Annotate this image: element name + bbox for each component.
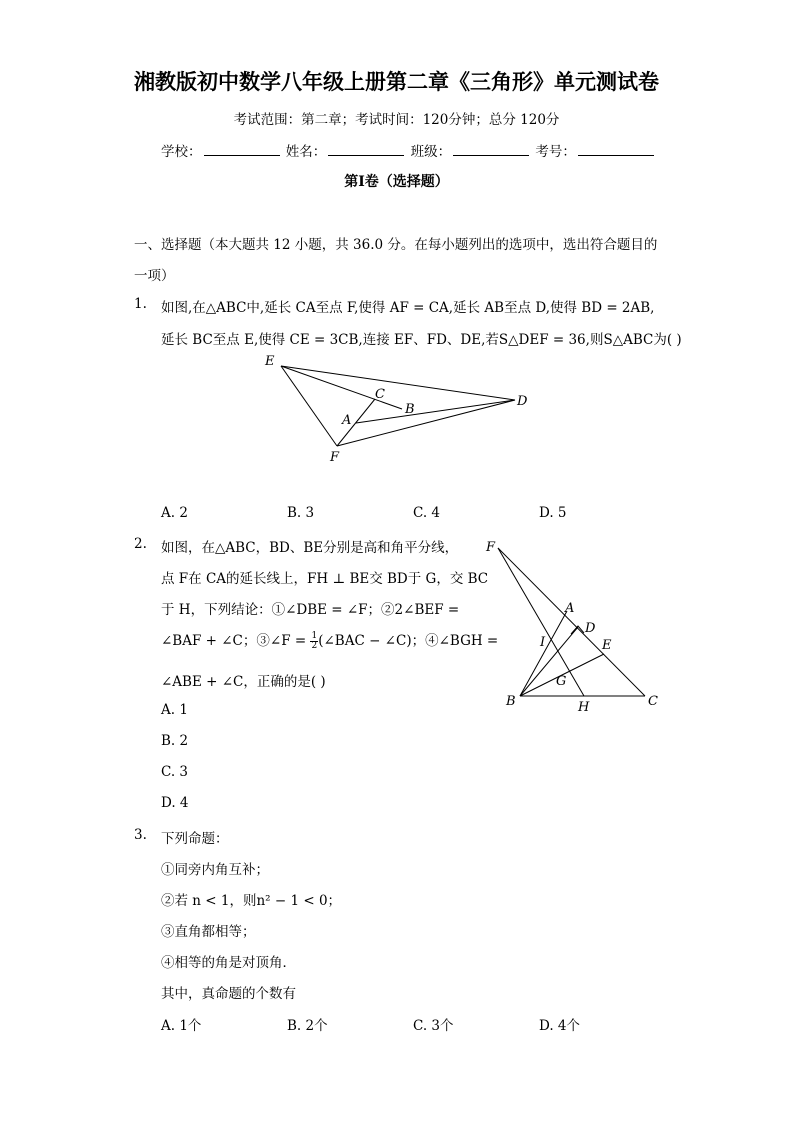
q1-option-b[interactable]: B. 3 [287, 505, 315, 521]
page-title: 湘教版初中数学八年级上册第二章《三角形》单元测试卷 [134, 69, 659, 94]
q1-line1: 如图,在△ABC中,延长 CA至点 F,使得 AF = CA,延长 AB至点 D,使得 BD = 2AB, [161, 300, 655, 316]
q2-label-B: B [506, 694, 516, 709]
q2-frac-den: 2 [311, 641, 318, 651]
q2-line5: ∠ABE + ∠C，正确的是( ) [161, 674, 326, 690]
q1-label-F: F [330, 450, 340, 465]
part-one-line2: 一项） [134, 268, 175, 284]
q2-option-c[interactable]: C. 3 [161, 764, 189, 780]
q3-stem: 下列命题： [161, 831, 229, 847]
q2-line1: 如图，在△ABC，BD、BE分别是高和角平分线， [161, 540, 459, 556]
number-blank[interactable] [578, 143, 654, 156]
q2-line-BD [520, 627, 578, 696]
q2-line4 [161, 629, 498, 651]
number-label: 考号： [535, 144, 576, 160]
q2-label-H: H [578, 700, 590, 715]
part-one-line1: 一、选择题（本大题共 12 小题，共 36.0 分。在每小题列出的选项中，选出符合题目的 [134, 237, 658, 253]
q1-line-FD [337, 400, 515, 446]
q2-figure [480, 535, 670, 715]
q2-line4a: ∠BAF + ∠C；③∠F = [161, 633, 307, 649]
q3-item-1: ①同旁内角互补； [161, 862, 269, 878]
q1-label-D: D [517, 394, 528, 409]
q2-line3: 于 H，下列结论：①∠DBE = ∠F；②2∠BEF = [161, 602, 460, 618]
q2-label-E: E [602, 638, 612, 653]
q3-option-c[interactable]: C. 3个 [413, 1018, 454, 1034]
school-blank[interactable] [204, 143, 280, 156]
class-blank[interactable] [453, 143, 529, 156]
q2-option-b[interactable]: B. 2 [161, 733, 189, 749]
school-label: 学校： [161, 144, 202, 160]
class-label: 班级： [410, 144, 452, 160]
section-title: 第I卷（选择题） [344, 174, 449, 190]
q3-option-a[interactable]: A. 1个 [161, 1018, 202, 1034]
q1-label-A: A [342, 413, 352, 428]
q3-number: 3. [134, 827, 147, 843]
q1-label-C: C [375, 387, 385, 402]
q3-option-b[interactable]: B. 2个 [287, 1018, 328, 1034]
q1-option-c[interactable]: C. 4 [413, 505, 441, 521]
q2-label-D: D [585, 621, 596, 636]
q2-number: 2. [134, 536, 147, 552]
q2-label-I: I [540, 635, 546, 650]
q3-item-3: ③直角都相等； [161, 924, 256, 940]
q2-line2: 点 F在 CA的延长线上，FH ⊥ BE交 BD于 G，交 BC [161, 571, 489, 587]
q1-option-d[interactable]: D. 5 [539, 505, 567, 521]
q3-option-d[interactable]: D. 4个 [539, 1018, 581, 1034]
q1-number: 1. [134, 296, 147, 312]
q3-question: 其中，真命题的个数有 [161, 986, 296, 1002]
q2-frac-num: 1 [311, 631, 318, 641]
q1-line-EF [281, 366, 337, 446]
q2-option-a[interactable]: A. 1 [161, 702, 188, 718]
q1-line2: 延长 BC至点 E,使得 CE = 3CB,连接 EF、FD、DE,若S△DEF = 36,则S△ABC为( ) [161, 332, 682, 348]
name-blank[interactable] [328, 143, 404, 156]
q2-label-A: A [565, 601, 575, 616]
name-label: 姓名： [285, 144, 327, 160]
q2-label-F: F [486, 540, 496, 555]
q1-label-E: E [265, 354, 275, 369]
exam-info: 考试范围：第二章；考试时间：120分钟；总分 120分 [233, 112, 560, 128]
q1-figure [255, 345, 545, 470]
q2-label-G: G [556, 674, 567, 689]
q3-item-2: ②若 n < 1，则n² − 1 < 0； [161, 893, 342, 909]
q2-line4b: (∠BAC − ∠C)；④∠BGH = [318, 633, 499, 649]
q1-option-a[interactable]: A. 2 [161, 505, 188, 521]
q3-item-4: ④相等的角是对顶角． [161, 955, 296, 971]
q1-line-ED [281, 366, 515, 400]
info-fields-row [161, 140, 656, 160]
q2-label-C: C [648, 694, 658, 709]
q2-option-d[interactable]: D. 4 [161, 795, 189, 811]
q1-line-AD [356, 400, 515, 423]
q1-label-B: B [405, 402, 415, 417]
